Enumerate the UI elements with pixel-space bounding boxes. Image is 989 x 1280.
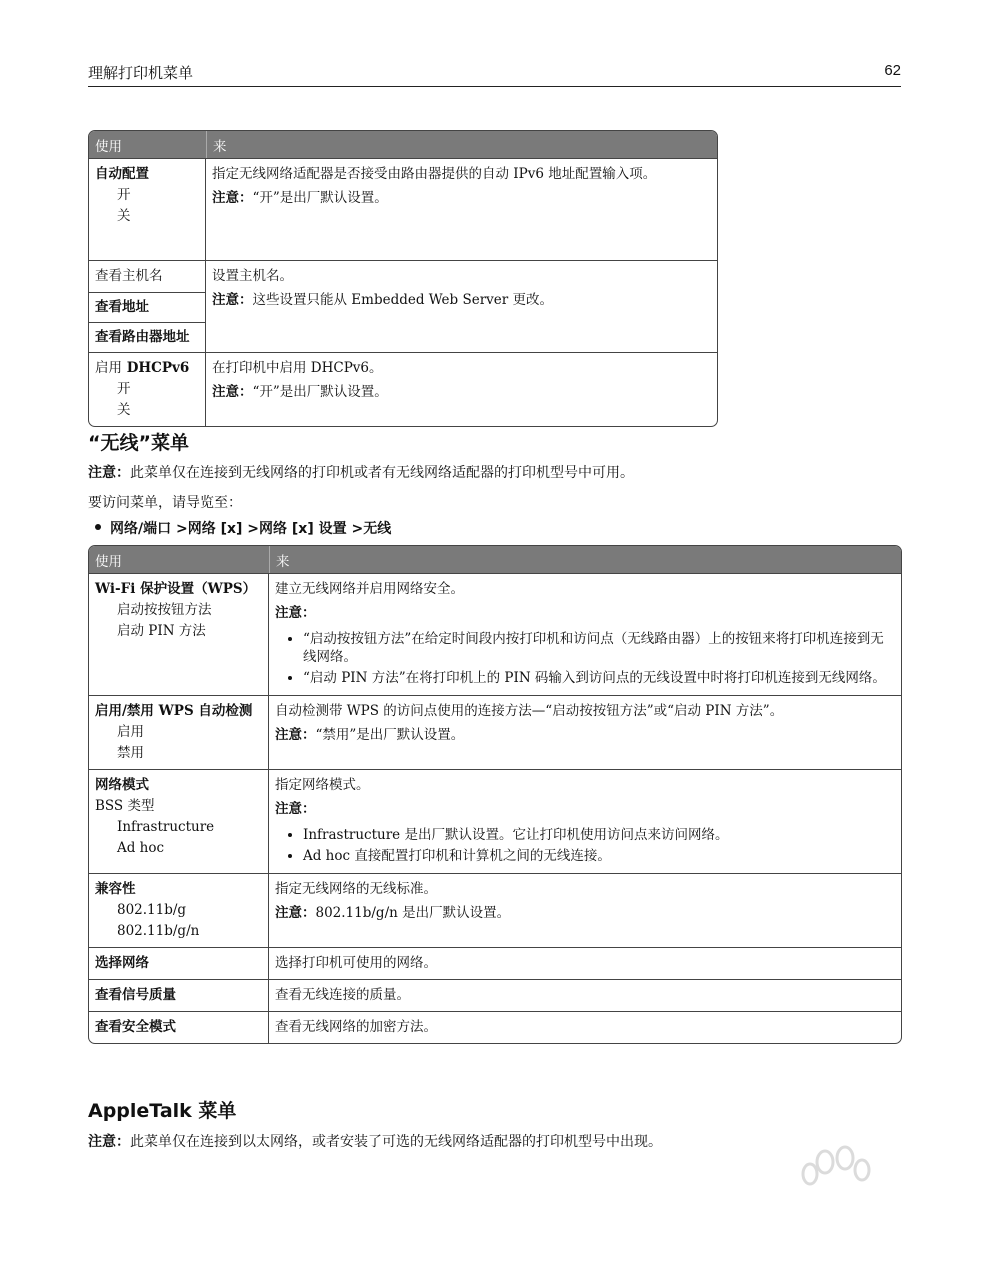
note	[212, 382, 711, 403]
table-row	[89, 695, 901, 769]
option-cell	[89, 158, 206, 260]
note-text: “开”是出厂默认设置。	[252, 384, 388, 400]
table-row	[89, 769, 901, 873]
header-title: 理解打印机菜单	[88, 64, 194, 82]
table-row	[89, 873, 901, 947]
desc-cell	[269, 769, 901, 873]
table-header-row	[89, 131, 717, 158]
option-label: 查看路由器地址	[95, 329, 190, 345]
desc-text: 指定无线网络的无线标准。	[275, 881, 437, 897]
access-text: 要访问菜单，请导览至：	[88, 495, 242, 511]
appletalk-note	[88, 1131, 662, 1151]
desc-cell	[269, 573, 901, 695]
note-label: 注意：	[275, 905, 316, 921]
baidu-paw-logo-icon	[700, 1140, 940, 1250]
desc-text: 自动检测带 WPS 的访问点使用的连接方法—“启动按按钮方法”或“启动 PIN 方法”。	[275, 703, 784, 719]
note-text: 这些设置只能从 Embedded Web Server 更改。	[252, 292, 554, 308]
option-value: 802.11b/g/n	[117, 923, 200, 939]
option-value: Ad hoc	[117, 840, 165, 856]
table-row	[89, 352, 717, 426]
table-row	[89, 947, 901, 979]
desc-cell: 选择打印机可使用的网络。	[269, 947, 901, 979]
desc-cell: 查看无线网络的加密方法。	[269, 1011, 901, 1043]
desc-cell	[206, 158, 717, 260]
note-label: 注意：	[212, 292, 253, 308]
option-value: 启动 PIN 方法	[117, 623, 206, 639]
option-cell	[89, 769, 269, 873]
table-row	[89, 573, 901, 695]
option-cell	[89, 260, 206, 352]
col-header-to: 来	[206, 131, 717, 158]
option-cell	[89, 947, 269, 979]
desc-cell	[269, 873, 901, 947]
option-value: Infrastructure	[117, 819, 215, 835]
option-subheading: BSS 类型	[95, 798, 155, 814]
note-text: 此菜单仅在连接到以太网络，或者安装了可选的无线网络适配器的打印机型号中出现。	[130, 1134, 662, 1150]
option-label: 查看安全模式	[95, 1019, 176, 1035]
option-cell	[89, 873, 269, 947]
note-bullets	[275, 826, 895, 865]
page-header	[88, 62, 901, 87]
note-text: “禁用”是出厂默认设置。	[315, 727, 465, 743]
option-label: 查看信号质量	[95, 987, 176, 1003]
option-cell	[89, 1011, 269, 1043]
table-row	[89, 158, 717, 260]
option-cell	[89, 352, 206, 426]
option-label: 选择网络	[95, 955, 149, 971]
appletalk-section-title: AppleTalk 菜单	[88, 1100, 237, 1122]
col-header-to: 来	[269, 546, 901, 573]
list-item: • Ad hoc 直接配置打印机和计算机之间的无线连接。	[303, 847, 895, 865]
option-value: 启用	[117, 724, 144, 740]
col-header-use: 使用	[89, 546, 269, 573]
option-cell	[89, 573, 269, 695]
table-row	[89, 979, 901, 1011]
list-item: • “启动 PIN 方法”在将打印机上的 PIN 码输入到访问点的无线设置中时将打印机连接到无线网络。	[303, 669, 895, 687]
wireless-note	[88, 462, 634, 482]
option-label: 查看地址	[89, 293, 205, 323]
option-label: 启用 DHCPv6	[95, 360, 190, 376]
option-label: 查看主机名	[89, 261, 205, 293]
option-cell	[89, 695, 269, 769]
table-row	[89, 260, 717, 352]
note-label: 注意：	[212, 190, 253, 206]
menu-table-2	[88, 545, 902, 1044]
wireless-section-title: “无线”菜单	[88, 432, 189, 454]
nav-path-text: 网络/端口 >网络 [x] >网络 [x] 设置 >无线	[110, 521, 392, 537]
nav-path	[95, 518, 391, 538]
option-value: 开	[117, 381, 131, 397]
table-row	[89, 1011, 901, 1043]
desc-text: 指定无线网络适配器是否接受由路由器提供的自动 IPv6 地址配置输入项。	[212, 166, 657, 182]
option-value: 802.11b/g	[117, 902, 187, 918]
note	[275, 903, 895, 924]
desc-cell	[269, 695, 901, 769]
option-label: 启用/禁用 WPS 自动检测	[95, 703, 253, 719]
option-label: 网络模式	[95, 777, 149, 793]
desc-text: 设置主机名。	[212, 268, 293, 284]
note-label: 注意：	[212, 384, 253, 400]
menu-table-1	[88, 130, 718, 427]
baidu-watermark	[700, 1140, 940, 1250]
desc-text: 建立无线网络并启用网络安全。	[275, 581, 464, 597]
note-label: 注意：	[275, 801, 316, 817]
option-cell	[89, 979, 269, 1011]
page-number: 62	[884, 62, 901, 79]
col-header-use: 使用	[89, 131, 206, 158]
note-text: “开”是出厂默认设置。	[252, 190, 388, 206]
option-value: 开	[117, 187, 131, 203]
note-bullets	[275, 630, 895, 687]
desc-cell	[206, 352, 717, 426]
list-item: • “启动按按钮方法”在给定时间段内按打印机和访问点（无线路由器）上的按钮来将打印机连接到无线网络。	[303, 630, 895, 666]
option-value: 关	[117, 208, 131, 224]
table-header-row	[89, 546, 901, 573]
note-label: 注意：	[88, 465, 130, 481]
option-label: 兼容性	[95, 881, 136, 897]
desc-text: 在打印机中启用 DHCPv6。	[212, 360, 383, 376]
note-text: 802.11b/g/n 是出厂默认设置。	[315, 905, 511, 921]
option-value: 禁用	[117, 745, 144, 761]
option-label: 自动配置	[95, 166, 149, 182]
note-label: 注意：	[275, 727, 316, 743]
desc-text: 指定网络模式。	[275, 777, 370, 793]
note	[212, 290, 711, 311]
desc-cell	[206, 260, 717, 352]
note	[275, 725, 895, 746]
list-item: • Infrastructure 是出厂默认设置。它让打印机使用访问点来访问网络。	[303, 826, 895, 844]
note-text: 此菜单仅在连接到无线网络的打印机或者有无线网络适配器的打印机型号中可用。	[130, 465, 634, 481]
option-label: Wi-Fi 保护设置（WPS）	[95, 581, 257, 597]
option-value: 启动按按钮方法	[117, 602, 212, 618]
bullet-icon	[95, 524, 101, 530]
note-label: 注意：	[275, 605, 316, 621]
note-label: 注意：	[88, 1134, 130, 1150]
note	[212, 188, 711, 209]
option-value: 关	[117, 402, 131, 418]
desc-cell: 查看无线连接的质量。	[269, 979, 901, 1011]
